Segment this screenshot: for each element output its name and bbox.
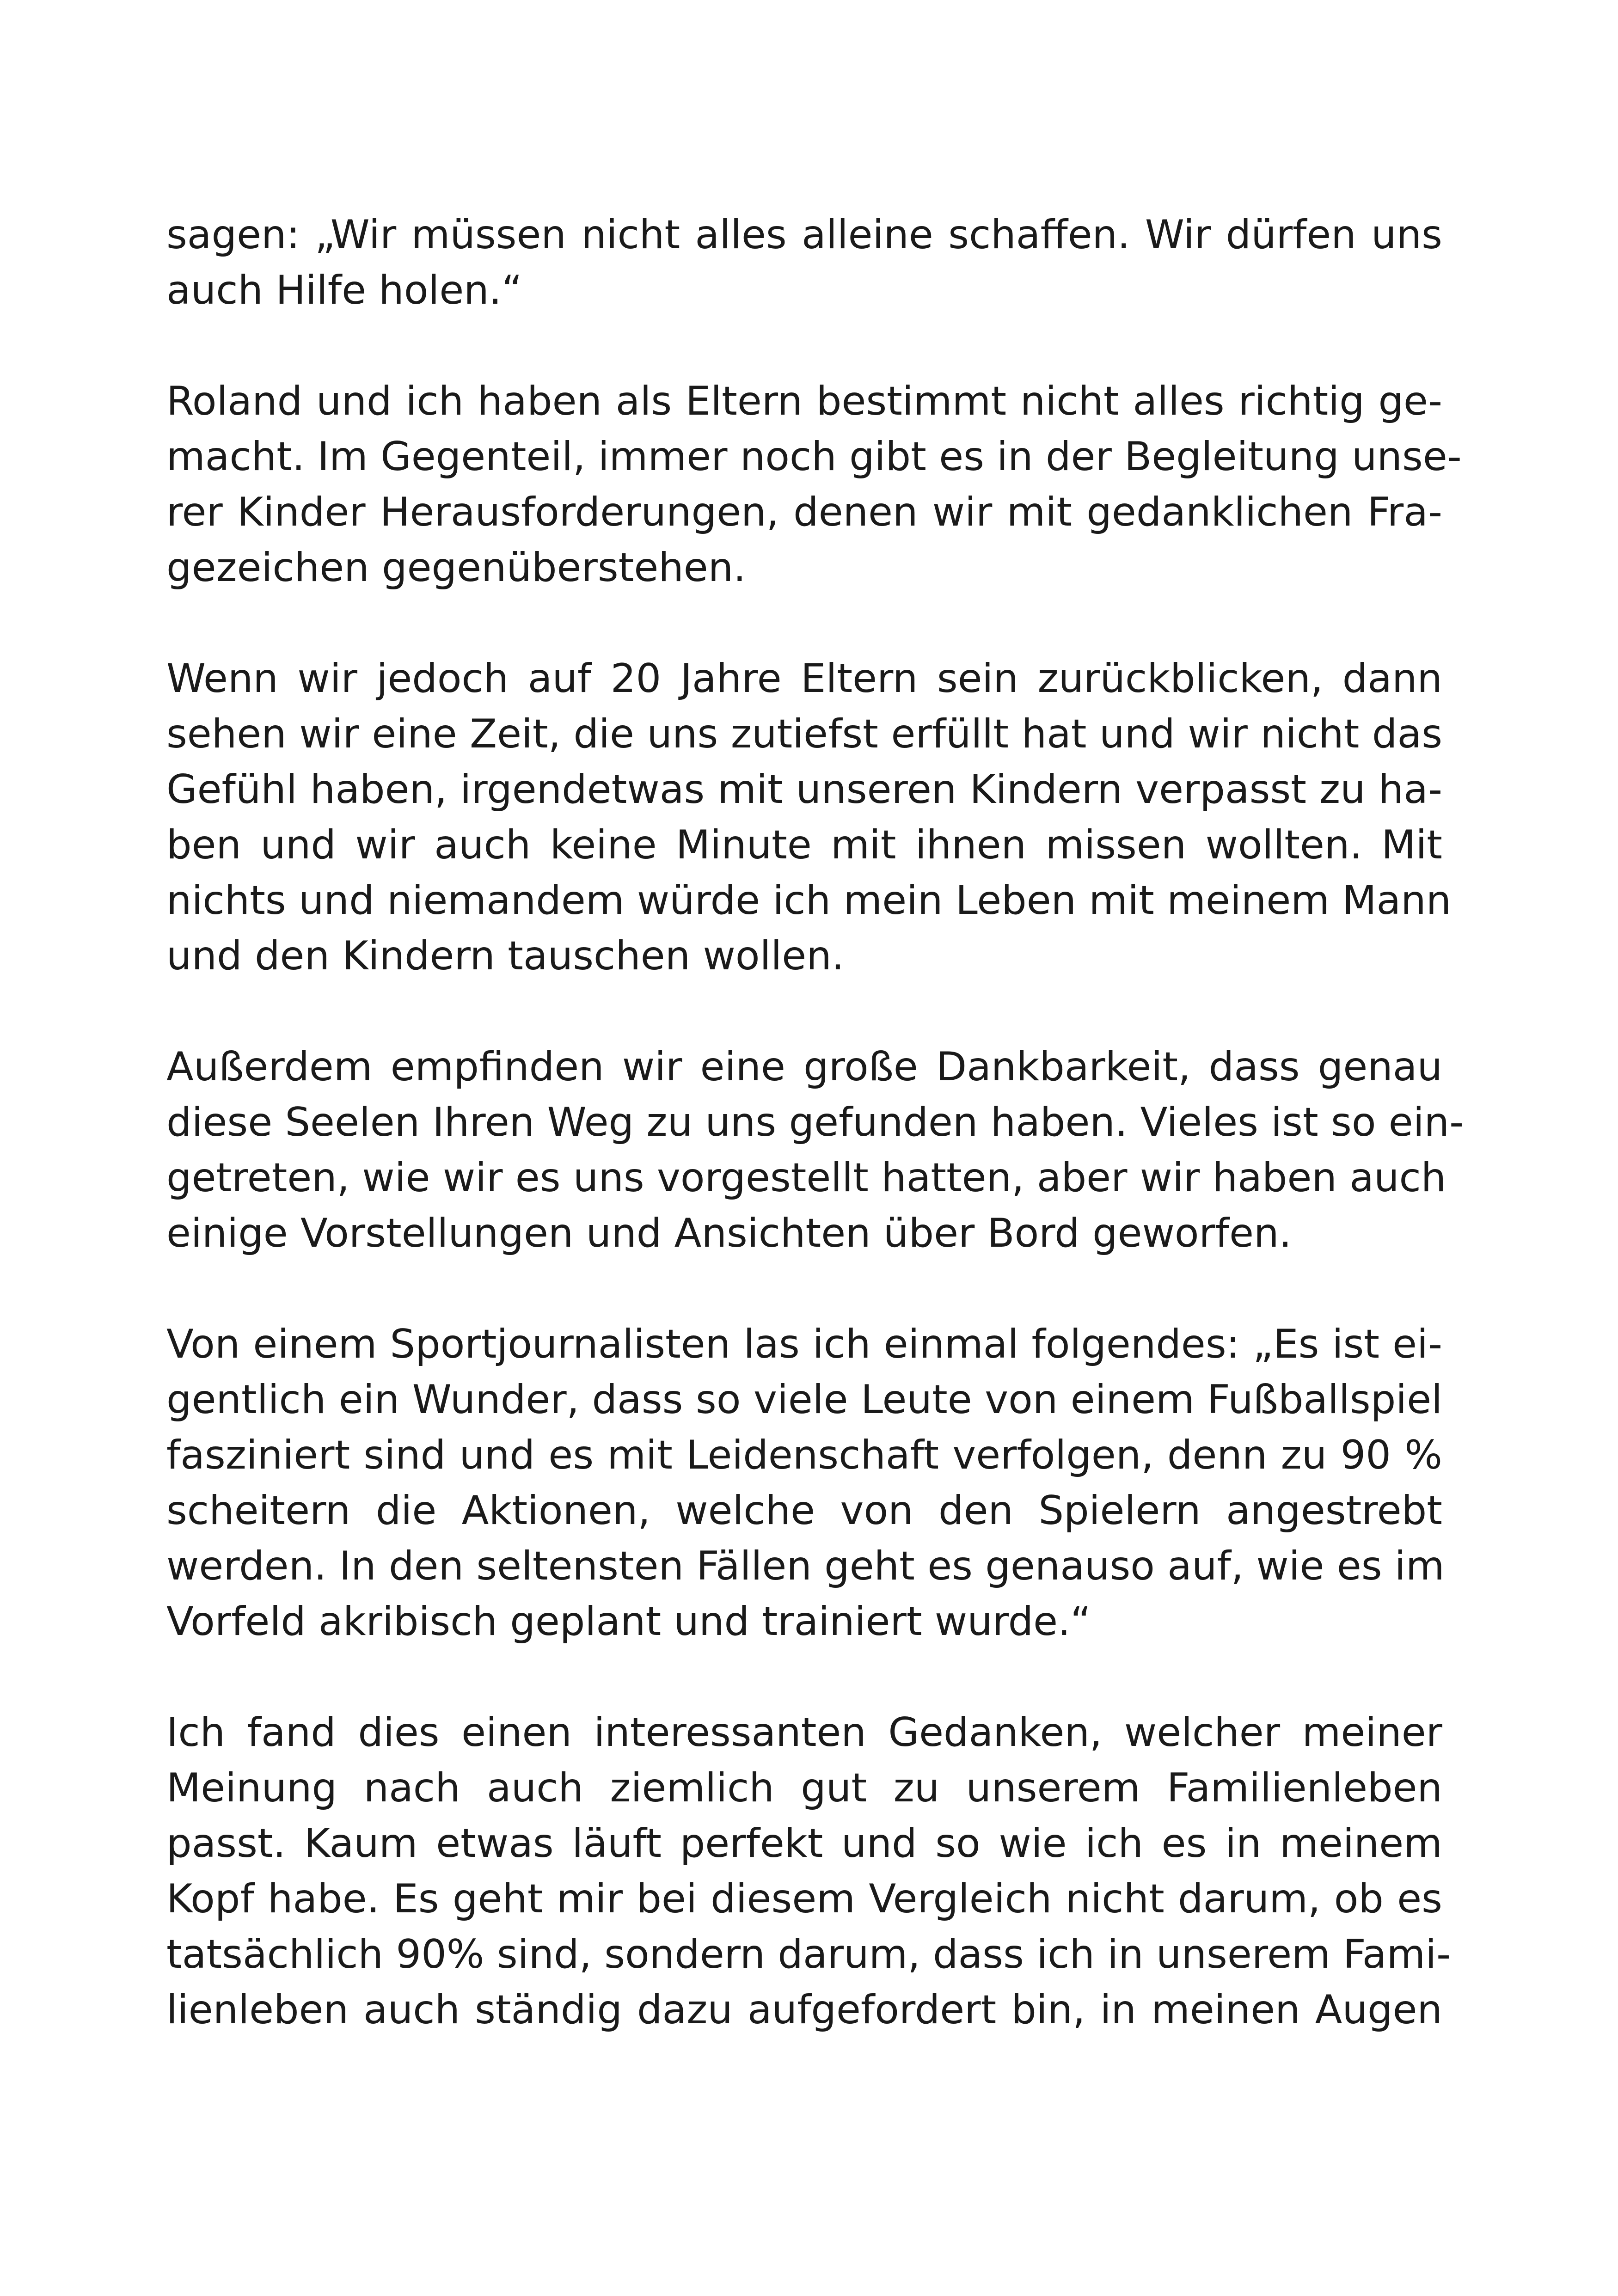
text-line: tatsächlich 90% sind, sondern darum, dass ich in unserem Fami- (166, 1931, 1451, 1978)
text-line: rer Kinder Herausforderungen, denen wir mit gedanklichen Fra- (166, 489, 1442, 535)
text-line: scheitern die Aktionen, welche von den Spielern angestrebt (166, 1488, 1442, 1534)
paragraph (166, 1316, 1445, 1649)
text-line: Vorfeld akribisch geplant und trainiert wurde.“ (166, 1598, 1091, 1645)
text-line: lienleben auch ständig dazu aufgefordert bin, in meinen Augen (166, 1987, 1442, 2033)
text-line: macht. Im Gegenteil, immer noch gibt es in der Begleitung unse- (166, 434, 1462, 480)
text-line: einige Vorstellungen und Ansichten über Bord geworfen. (166, 1210, 1292, 1256)
text-line: Roland und ich haben als Eltern bestimmt nicht alles richtig ge- (166, 378, 1442, 424)
text-line: getreten, wie wir es uns vorgestellt hatten, aber wir haben auch (166, 1155, 1446, 1201)
text-line: sagen: „Wir müssen nicht alles alleine schaffen. Wir dürfen uns (166, 212, 1442, 258)
text-line: Von einem Sportjournalisten las ich einmal folgendes: „Es ist ei- (166, 1321, 1442, 1367)
paragraph (166, 1039, 1464, 1261)
text-line: passt. Kaum etwas läuft perfekt und so wie ich es in meinem (166, 1820, 1442, 1867)
text-line: ben und wir auch keine Minute mit ihnen missen wollten. Mit (166, 822, 1442, 868)
text-line: fasziniert sind und es mit Leidenschaft verfolgen, denn zu 90 % (166, 1432, 1442, 1478)
text-line: Gefühl haben, irgendetwas mit unseren Kindern verpasst zu ha- (166, 766, 1442, 813)
text-line: Ich fand dies einen interessanten Gedanken, welcher meiner (166, 1709, 1442, 1756)
text-line: Wenn wir jedoch auf 20 Jahre Eltern sein zurückblicken, dann (166, 655, 1442, 702)
text-line: Kopf habe. Es geht mir bei diesem Vergleich nicht darum, ob es (166, 1876, 1442, 1922)
paragraph (166, 651, 1452, 984)
text-line: Meinung nach auch ziemlich gut zu unserem Familienleben (166, 1765, 1442, 1811)
text-line: gentlich ein Wunder, dass so viele Leute von einem Fußballspiel (166, 1377, 1442, 1423)
paragraph (166, 373, 1462, 595)
paragraph (166, 1705, 1451, 2038)
text-line: werden. In den seltensten Fällen geht es genauso auf, wie es im (166, 1543, 1445, 1589)
text-line: auch Hilfe holen.“ (166, 267, 522, 313)
text-line: gezeichen gegenüberstehen. (166, 545, 746, 591)
paragraph (166, 207, 1442, 318)
text-line: und den Kindern tauschen wollen. (166, 933, 845, 979)
body-text (166, 207, 1464, 2038)
text-line: diese Seelen Ihren Weg zu uns gefunden haben. Vieles ist so ein- (166, 1099, 1464, 1145)
text-line: sehen wir eine Zeit, die uns zutiefst erfüllt hat und wir nicht das (166, 711, 1442, 757)
text-line: nichts und niemandem würde ich mein Leben mit meinem Mann (166, 877, 1452, 924)
text-line: Außerdem empfinden wir eine große Dankbarkeit, dass genau (166, 1044, 1442, 1090)
